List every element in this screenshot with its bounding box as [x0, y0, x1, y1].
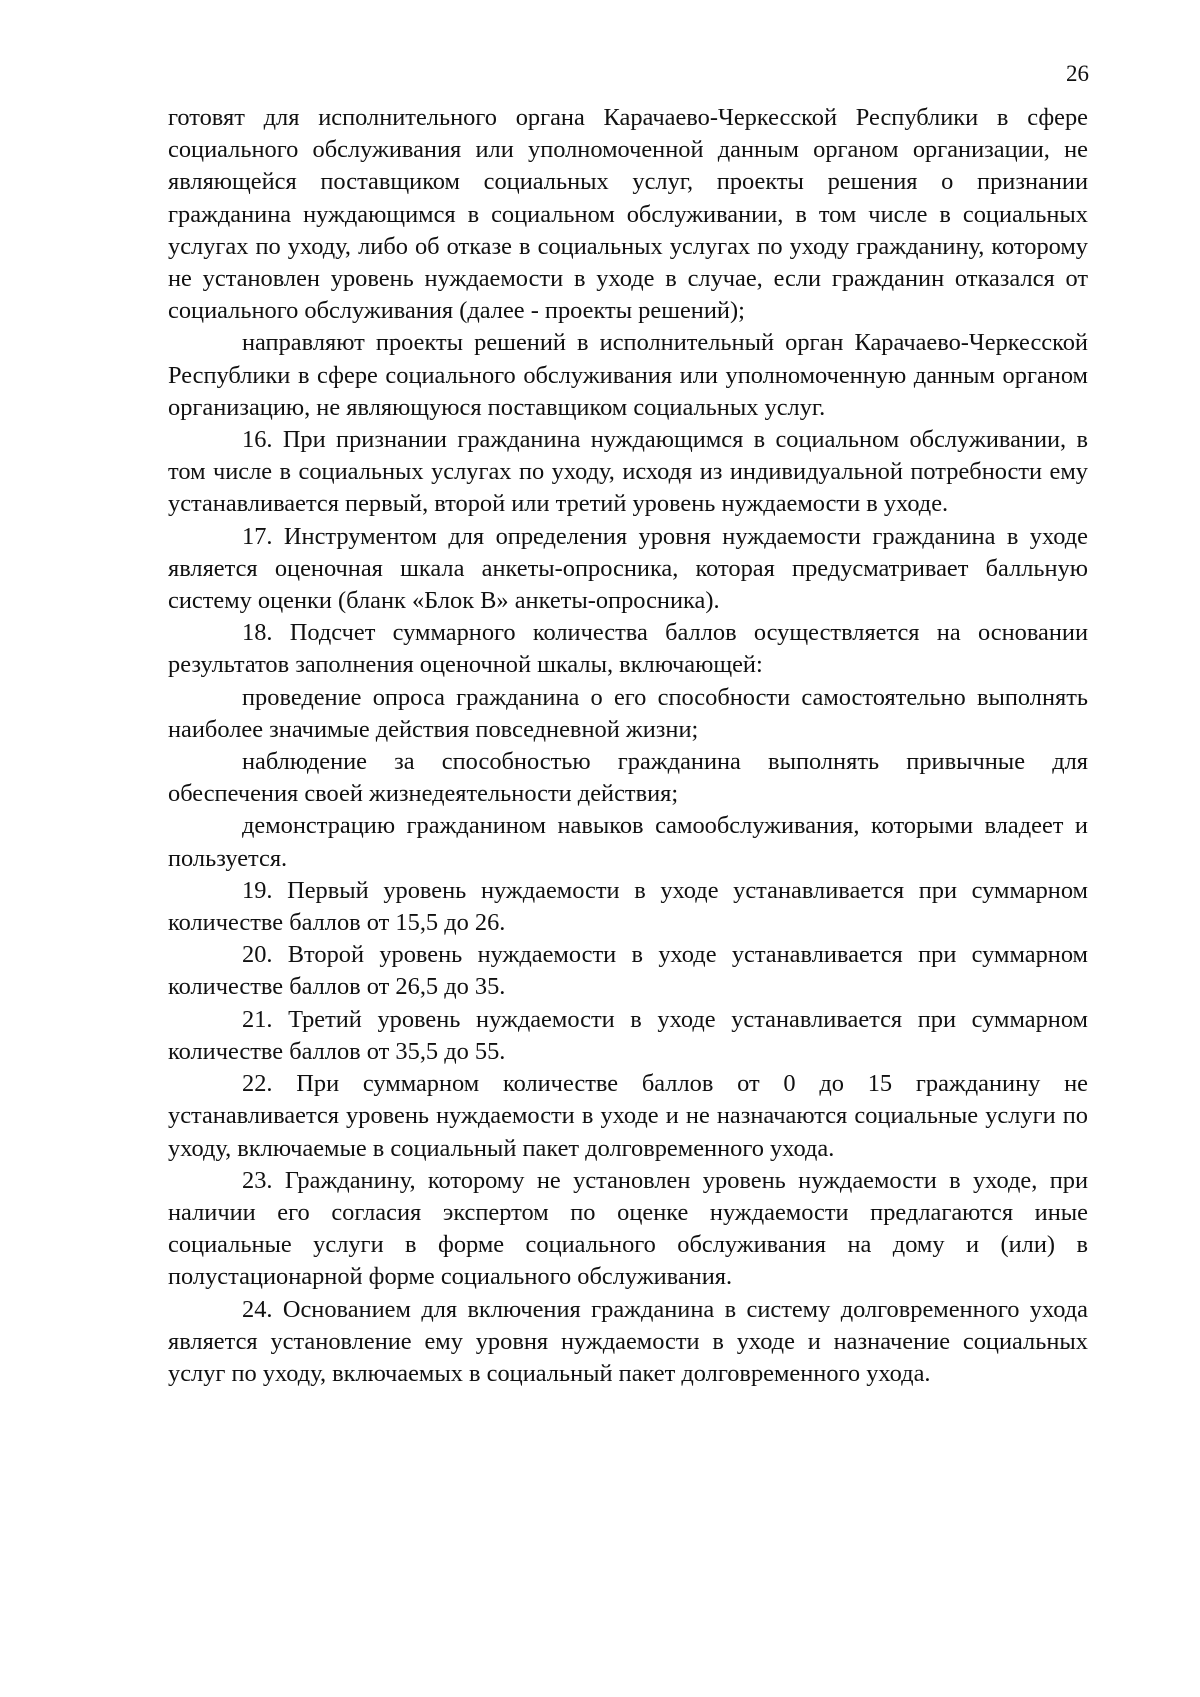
- paragraph-22: 22. При суммарном количестве баллов от 0 до 15 гражданину не устанавливается уровень нуждаемости в уходе и не назначаются социальные услуги по уходу, включаемые в социальный пакет долговременного ухода.: [168, 1070, 1088, 1162]
- paragraph-continuation: готовят для исполнительного органа Карачаево-Черкесской Республики в сфере социального обслуживания или уполномоченной данным органом организации, не являющейся поставщиком социальных услуг, проекты решения о признании гражданина нуждающимся в социальном обслуживании, в том числе в социальных услугах по уходу, либо об отказе в социальных услугах по уходу гражданину, которому не установлен уровень нуждаемости в уходе в случае, если гражданин отказался от социального обслуживания (далее - проекты решений);: [168, 104, 1088, 325]
- paragraph-19: 19. Первый уровень нуждаемости в уходе устанавливается при суммарном количестве баллов от 15,5 до 26.: [168, 876, 1088, 937]
- paragraph-21: 21. Третий уровень нуждаемости в уходе устанавливается при суммарном количестве баллов от 35,5 до 55.: [168, 1005, 1088, 1065]
- paragraph-24: 24. Основанием для включения гражданина в систему долговременного ухода является установление ему уровня нуждаемости в уходе и назначение социальных услуг по уходу, включаемых в социальный пакет долговременного ухода.: [168, 1295, 1088, 1387]
- paragraph-send-drafts: направляют проекты решений в исполнительный орган Карачаево-Черкесской Республики в сфере социального обслуживания или уполномоченную данным органом организацию, не являющуюся поставщиком социальных услуг.: [168, 329, 1088, 421]
- page-number: 26: [1066, 61, 1089, 86]
- paragraph-16: 16. При признании гражданина нуждающимся в социальном обслуживании, в том числе в социальных услугах по уходу, исходя из индивидуальной потребности ему устанавливается первый, второй или третий уровень нуждаемости в уходе.: [168, 426, 1088, 518]
- paragraph-18-item-survey: проведение опроса гражданина о его способности самостоятельно выполнять наиболее значимые действия повседневной жизни;: [168, 683, 1088, 743]
- paragraph-17: 17. Инструментом для определения уровня нуждаемости гражданина в уходе является оценочная шкала анкеты-опросника, которая предусматривает балльную систему оценки (бланк «Блок В» анкеты-опросника).: [168, 522, 1088, 615]
- paragraph-18-item-demonstration: демонстрацию гражданином навыков самообслуживания, которыми владеет и пользуется.: [168, 812, 1088, 872]
- paragraph-20: 20. Второй уровень нуждаемости в уходе устанавливается при суммарном количестве баллов от 26,5 до 35.: [168, 941, 1088, 1001]
- paragraph-18-item-observation: наблюдение за способностью гражданина выполнять привычные для обеспечения своей жизнедеятельности действия;: [168, 748, 1088, 808]
- paragraph-18: 18. Подсчет суммарного количества баллов осуществляется на основании результатов заполнения оценочной шкалы, включающей:: [168, 619, 1088, 679]
- document-body: [168, 102, 1088, 1390]
- paragraph-23: 23. Гражданину, которому не установлен уровень нуждаемости в уходе, при наличии его согласия экспертом по оценке нуждаемости предлагаются иные социальные услуги в форме социального обслуживания на дому и (или) в полустационарной форме социального обслуживания.: [168, 1166, 1088, 1291]
